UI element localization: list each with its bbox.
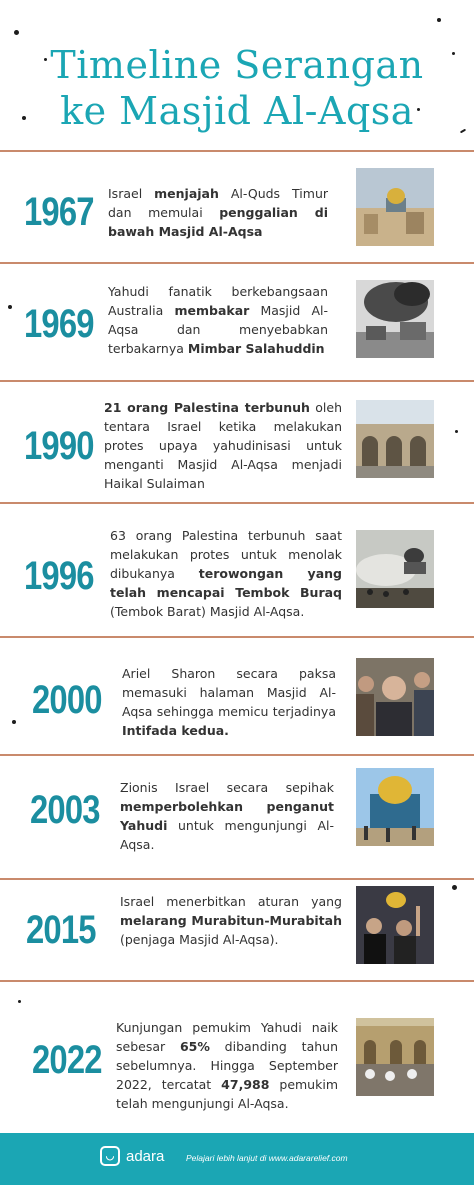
body-text: pemukim telah mengunjungi Al-Aqsa. xyxy=(116,1077,338,1111)
highlight-text: Intifada kedua. xyxy=(122,723,229,738)
entry-year: 1990 xyxy=(24,424,94,468)
highlight-text: 47,988 xyxy=(221,1077,270,1092)
body-text: (Tembok Barat) Masjid Al-Aqsa. xyxy=(110,604,305,619)
body-text: 63 orang Palestina terbunuh saat melakukan protes untuk menolak dibukanya xyxy=(110,528,342,581)
entry-photo xyxy=(356,768,434,846)
entry-photo xyxy=(356,1018,434,1096)
body-text: oleh tentara Israel ketika melakukan protes upaya yahudinisasi untuk menganti Masjid Al-Aqsa menjadi Haikal Sulaiman xyxy=(104,400,342,491)
title-line-1: Timeline Serangan xyxy=(50,43,424,87)
entry-photo xyxy=(356,658,434,736)
page-title xyxy=(0,42,474,134)
entry-year: 1996 xyxy=(24,554,94,598)
body-text: Al-Quds Timur dan memulai xyxy=(108,186,328,220)
body-text: untuk mengunjungi Al-Aqsa. xyxy=(120,818,334,852)
body-text: Zionis Israel secara sepihak xyxy=(120,780,334,795)
entry-description xyxy=(110,526,342,621)
timeline-entry xyxy=(0,878,474,980)
timeline-entry xyxy=(0,150,474,262)
highlight-text: Mimbar Salahuddin xyxy=(187,341,325,356)
entry-photo xyxy=(356,168,434,246)
highlight-text: menjajah xyxy=(154,186,219,201)
highlight-text: 65% xyxy=(179,1039,210,1054)
entry-description xyxy=(108,184,328,241)
entry-year: 1969 xyxy=(24,302,94,346)
header xyxy=(0,0,474,150)
entry-description xyxy=(116,1018,338,1113)
title-line-2: ke Masjid Al-Aqsa xyxy=(60,89,414,133)
timeline-entry xyxy=(0,262,474,380)
highlight-text: terowongan yang telah mencapai Tembok Buraq xyxy=(110,566,342,600)
entry-photo xyxy=(356,400,434,478)
entry-description xyxy=(122,664,336,740)
entry-year: 2000 xyxy=(32,678,102,722)
entry-year: 2015 xyxy=(26,908,96,952)
timeline-entry xyxy=(0,636,474,754)
entry-description xyxy=(120,892,342,949)
body-text: Kunjungan pemukim Yahudi naik sebesar xyxy=(116,1020,338,1054)
body-text: Israel xyxy=(108,186,155,201)
body-text: Israel menerbitkan aturan yang xyxy=(120,894,342,909)
body-text: (penjaga Masjid Al-Aqsa). xyxy=(120,932,279,947)
highlight-text: memperbolehkan penganut Yahudi xyxy=(120,799,334,833)
body-text: Masjid Al-Aqsa dan menyebabkan terbakarnya xyxy=(108,303,329,356)
entry-photo xyxy=(356,530,434,608)
timeline-entry xyxy=(0,380,474,502)
entry-year: 1967 xyxy=(24,190,94,234)
body-text: dibanding tahun sebelumnya. Hingga September 2022, tercatat xyxy=(116,1039,338,1092)
entry-year: 2003 xyxy=(30,788,100,832)
entry-photo xyxy=(356,886,434,964)
timeline-entry xyxy=(0,754,474,878)
entry-year: 2022 xyxy=(32,1038,102,1082)
entry-description xyxy=(120,778,334,854)
highlight-text: penggalian di bawah Masjid Al-Aqsa xyxy=(108,205,328,239)
body-text: Ariel Sharon secara paksa memasuki halaman Masjid Al-Aqsa sehingga memicu terjadinya xyxy=(122,666,336,719)
highlight-text: membakar xyxy=(174,303,250,318)
entry-photo xyxy=(356,280,434,358)
footer-link-text[interactable]: Pelajari lebih lanjut di www.adararelief.com xyxy=(186,1153,348,1163)
adara-logo-icon: ◡ xyxy=(100,1146,120,1166)
logo-text: adara xyxy=(126,1147,165,1165)
adara-logo[interactable] xyxy=(100,1146,164,1166)
timeline-entry xyxy=(0,502,474,636)
timeline-entry xyxy=(0,980,474,1133)
entry-description xyxy=(108,282,328,358)
highlight-text: 21 orang Palestina terbunuh xyxy=(104,400,310,415)
entry-description xyxy=(104,398,342,493)
body-text: Yahudi fanatik berkebangsaan Australia xyxy=(108,284,328,318)
highlight-text: melarang Murabitun-Murabitah xyxy=(120,913,342,928)
